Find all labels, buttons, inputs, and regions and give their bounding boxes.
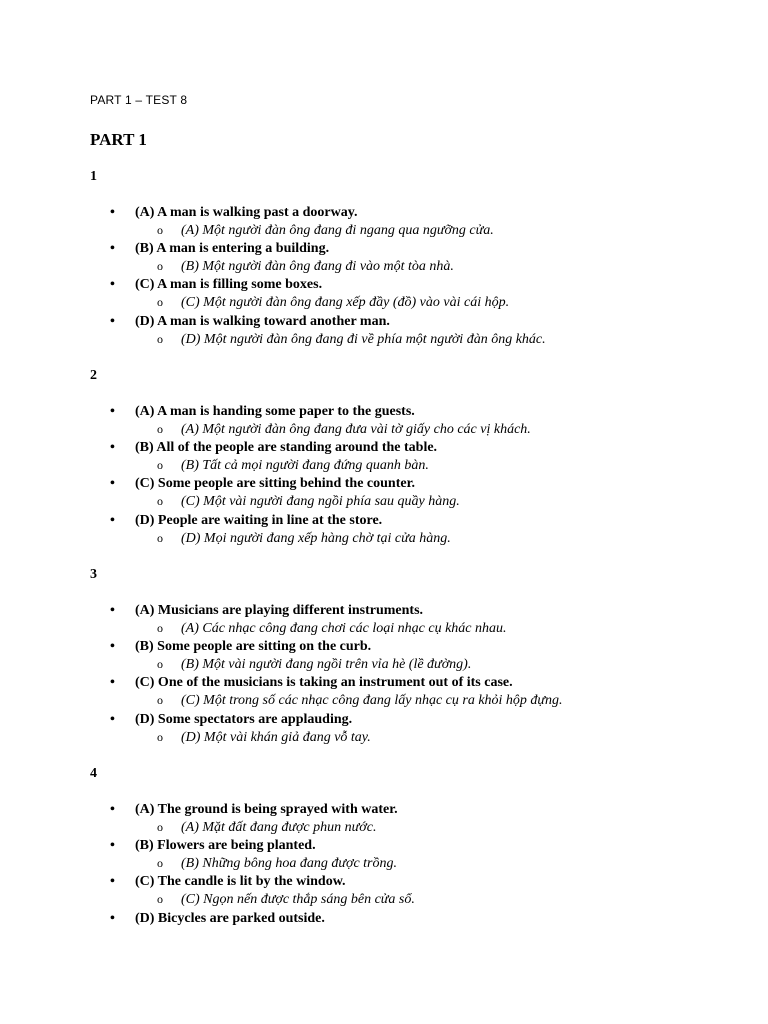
bullet-icon: • <box>110 603 115 618</box>
circle-bullet-icon: o <box>157 856 163 870</box>
option-en: • (A) A man is walking past a doorway. <box>110 205 358 220</box>
option-vi: o (D) Một vài khán giả đang vỗ tay. <box>157 730 371 745</box>
circle-bullet-icon: o <box>157 332 163 346</box>
option-en: • (C) Some people are sitting behind the counter. <box>110 476 415 491</box>
circle-bullet-icon: o <box>157 295 163 309</box>
option-en: • (D) People are waiting in line at the store. <box>110 513 383 528</box>
option-vi: o (B) Một người đàn ông đang đi vào một tòa nhà. <box>157 259 454 274</box>
option-en: • (B) All of the people are standing around the table. <box>110 440 438 455</box>
circle-bullet-icon: o <box>157 259 163 273</box>
option-en: • (B) Some people are sitting on the curb. <box>110 639 372 654</box>
circle-bullet-icon: o <box>157 892 163 906</box>
option-vi: o (A) Các nhạc công đang chơi các loại nhạc cụ khác nhau. <box>157 621 507 636</box>
option-en: • (B) A man is entering a building. <box>110 241 330 256</box>
option-vi: o (D) Một người đàn ông đang đi về phía một người đàn ông khác. <box>157 332 546 347</box>
option-vi: o (D) Mọi người đang xếp hàng chờ tại cửa hàng. <box>157 531 451 546</box>
bullet-icon: • <box>110 404 115 419</box>
bullet-icon: • <box>110 513 115 528</box>
question-number: 2 <box>90 368 97 383</box>
circle-bullet-icon: o <box>157 621 163 635</box>
bullet-icon: • <box>110 476 115 491</box>
circle-bullet-icon: o <box>157 494 163 508</box>
question-number: 3 <box>90 567 97 582</box>
option-vi: o (C) Ngọn nến được thắp sáng bên cửa sổ. <box>157 892 415 907</box>
option-en: • (C) The candle is lit by the window. <box>110 874 346 889</box>
question-number: 4 <box>90 766 97 781</box>
option-vi: o (A) Mặt đất đang được phun nước. <box>157 820 377 835</box>
option-vi: o (B) Một vài người đang ngồi trên vỉa hè (lề đường). <box>157 657 472 672</box>
option-en: • (C) A man is filling some boxes. <box>110 277 323 292</box>
option-en: • (A) The ground is being sprayed with water. <box>110 802 398 817</box>
circle-bullet-icon: o <box>157 657 163 671</box>
option-en: • (B) Flowers are being planted. <box>110 838 316 853</box>
option-en: • (D) Bicycles are parked outside. <box>110 911 325 926</box>
circle-bullet-icon: o <box>157 730 163 744</box>
circle-bullet-icon: o <box>157 458 163 472</box>
bullet-icon: • <box>110 277 115 292</box>
bullet-icon: • <box>110 838 115 853</box>
bullet-icon: • <box>110 639 115 654</box>
circle-bullet-icon: o <box>157 820 163 834</box>
option-en: • (A) Musicians are playing different instruments. <box>110 603 424 618</box>
bullet-icon: • <box>110 874 115 889</box>
option-en: • (D) A man is walking toward another man. <box>110 314 390 329</box>
question-number: 1 <box>90 169 97 184</box>
bullet-icon: • <box>110 675 115 690</box>
circle-bullet-icon: o <box>157 531 163 545</box>
option-vi: o (C) Một người đàn ông đang xếp đầy (đồ) vào vài cái hộp. <box>157 295 510 310</box>
bullet-icon: • <box>110 911 115 926</box>
page-header: PART 1 – TEST 8 <box>90 93 188 107</box>
part-title: PART 1 <box>90 130 147 149</box>
option-vi: o (A) Một người đàn ông đang đi ngang qua ngưỡng cửa. <box>157 223 494 238</box>
circle-bullet-icon: o <box>157 693 163 707</box>
option-vi: o (A) Một người đàn ông đang đưa vài tờ giấy cho các vị khách. <box>157 422 531 437</box>
circle-bullet-icon: o <box>157 422 163 436</box>
bullet-icon: • <box>110 802 115 817</box>
option-vi: o (C) Một vài người đang ngồi phía sau quầy hàng. <box>157 494 460 509</box>
circle-bullet-icon: o <box>157 223 163 237</box>
bullet-icon: • <box>110 241 115 256</box>
option-vi: o (C) Một trong số các nhạc công đang lấy nhạc cụ ra khỏi hộp đựng. <box>157 693 563 708</box>
bullet-icon: • <box>110 440 115 455</box>
option-vi: o (B) Tất cả mọi người đang đứng quanh bàn. <box>157 458 429 473</box>
bullet-icon: • <box>110 205 115 220</box>
option-en: • (C) One of the musicians is taking an instrument out of its case. <box>110 675 513 690</box>
option-vi: o (B) Những bông hoa đang được trồng. <box>157 856 398 871</box>
bullet-icon: • <box>110 314 115 329</box>
bullet-icon: • <box>110 712 115 727</box>
option-en: • (D) Some spectators are applauding. <box>110 712 353 727</box>
option-en: • (A) A man is handing some paper to the guests. <box>110 404 415 419</box>
